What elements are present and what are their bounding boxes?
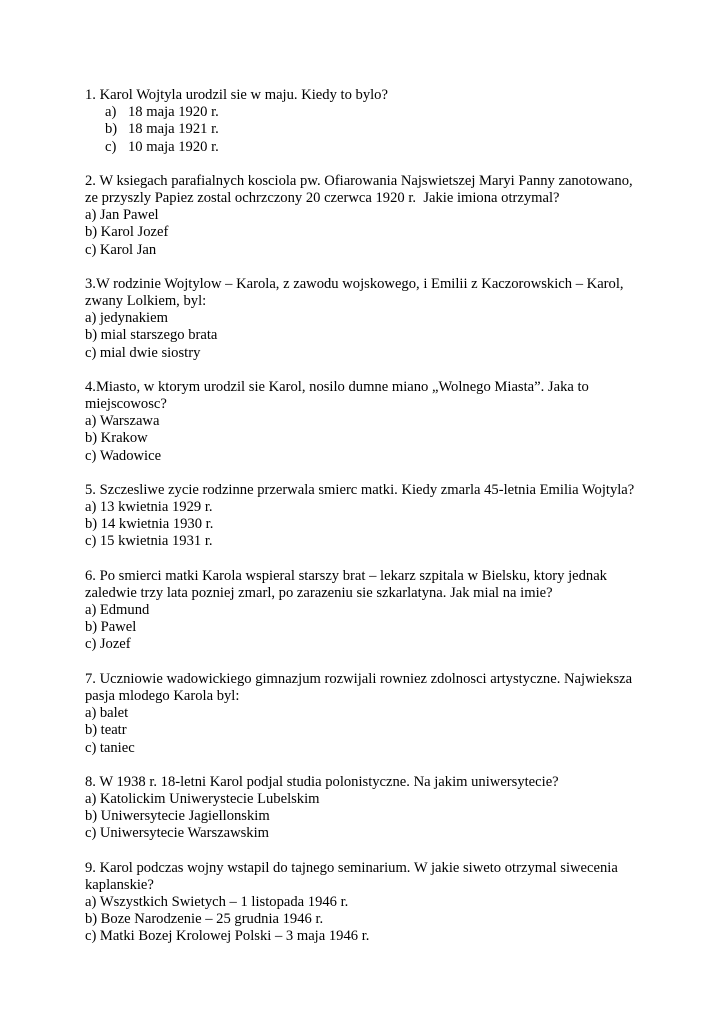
question-text: 4.Miasto, w ktorym urodzil sie Karol, nosilo dumne miano „Wolnego Miasta”. Jaka to miejscowosc? <box>85 378 593 413</box>
option-row <box>85 533 643 550</box>
option-text: 10 maja 1920 r. <box>128 138 219 155</box>
option-row <box>85 104 643 121</box>
option-letter: b) <box>105 121 118 138</box>
option-text: taniec <box>99 739 135 756</box>
option-letter: a) <box>85 705 97 722</box>
option-row <box>85 242 643 259</box>
question-block-8 <box>85 774 643 843</box>
option-letter: c) <box>105 138 117 155</box>
option-text: Katolickim Uniwerystecie Lubelskim <box>99 790 320 807</box>
option-list <box>85 207 643 259</box>
option-text: teatr <box>100 722 127 739</box>
question-text: 6. Po smierci matki Karola wspieral starszy brat – lekarz szpitala w Bielsku, ktory jednak zaledwie trzy lata pozniej zmarl, po zarazeniu sie szkarlatyna. Jak mial na imie? <box>85 567 611 601</box>
option-text: Uniwersytecie Jagiellonskim <box>100 808 270 825</box>
question-block-3 <box>85 276 643 362</box>
option-text: Pawel <box>100 619 137 636</box>
option-list <box>85 705 643 757</box>
option-list <box>85 499 643 551</box>
option-row <box>85 722 643 739</box>
option-letter: b) <box>85 327 98 344</box>
option-list <box>85 310 643 362</box>
question-text: 7. Uczniowie wadowickiego gimnazjum rozwijali rowniez zdolnosci artystyczne. Najwieksza pasja mlodego Karola byl: <box>85 670 636 704</box>
option-list <box>85 791 643 843</box>
option-letter: b) <box>85 808 98 825</box>
option-row <box>85 636 643 653</box>
option-letter: c) <box>85 533 97 550</box>
option-text: Warszawa <box>99 413 160 430</box>
option-letter: b) <box>85 224 98 241</box>
option-letter: a) <box>85 602 97 619</box>
option-text: balet <box>99 705 129 722</box>
question-text: 8. W 1938 r. 18-letni Karol podjal studia polonistyczne. Na jakim uniwersytecie? <box>85 773 559 790</box>
option-letter: c) <box>85 447 97 464</box>
option-letter: b) <box>85 911 98 928</box>
option-text: Krakow <box>100 430 148 447</box>
option-text: Boze Narodzenie – 25 grudnia 1946 r. <box>100 911 324 928</box>
option-row <box>85 310 643 327</box>
option-row <box>85 413 643 430</box>
question-block-2 <box>85 173 643 259</box>
option-text: Wadowice <box>99 447 162 464</box>
question-block-9 <box>85 860 643 946</box>
option-letter: a) <box>85 790 97 807</box>
option-row <box>85 121 643 138</box>
option-text: Uniwersytecie Warszawskim <box>99 825 270 842</box>
question-block-7 <box>85 671 643 757</box>
option-letter: a) <box>85 499 97 516</box>
option-letter: b) <box>85 722 98 739</box>
option-row <box>85 327 643 344</box>
option-list <box>85 104 643 156</box>
question-text: 2. W ksiegach parafialnych kosciola pw. Ofiarowania Najswietszej Maryi Panny zanotowano, ze przyszly Papiez zostal ochrzczony 20 czerwca 1920 r. Jakie imiona otrzymal? <box>85 172 637 207</box>
option-letter: a) <box>85 310 97 327</box>
option-letter: c) <box>85 825 97 842</box>
option-row <box>85 207 643 224</box>
option-row <box>85 705 643 722</box>
option-letter: a) <box>85 893 97 910</box>
question-block-1 <box>85 87 643 156</box>
question-block-4 <box>85 379 643 465</box>
option-letter: b) <box>85 619 98 636</box>
option-text: 18 maja 1920 r. <box>128 104 219 121</box>
option-letter: c) <box>85 241 97 258</box>
option-text: 13 kwietnia 1929 r. <box>99 499 213 516</box>
option-letter: c) <box>85 739 97 756</box>
option-letter: c) <box>85 344 97 361</box>
option-list <box>85 894 643 946</box>
question-text: 5. Szczesliwe zycie rodzinne przerwala smierc matki. Kiedy zmarla 45-letnia Emilia Wojtyla? <box>85 481 635 498</box>
option-row <box>85 791 643 808</box>
option-text: 15 kwietnia 1931 r. <box>99 533 213 550</box>
option-letter: a) <box>105 104 117 121</box>
option-text: Karol Jan <box>99 241 157 258</box>
option-text: mial starszego brata <box>100 327 218 344</box>
option-list <box>85 602 643 654</box>
option-text: Karol Jozef <box>100 224 169 241</box>
option-text: Matki Bozej Krolowej Polski – 3 maja 1946 r. <box>99 928 370 945</box>
option-row <box>85 894 643 911</box>
option-row <box>85 825 643 842</box>
option-row <box>85 808 643 825</box>
option-row <box>85 499 643 516</box>
option-text: 18 maja 1921 r. <box>128 121 219 138</box>
option-row <box>85 911 643 928</box>
option-row <box>85 430 643 447</box>
option-row <box>85 619 643 636</box>
option-text: Jozef <box>99 636 131 653</box>
option-letter: b) <box>85 516 98 533</box>
option-row <box>85 602 643 619</box>
option-row <box>85 740 643 757</box>
option-text: 14 kwietnia 1930 r. <box>100 516 214 533</box>
option-row <box>85 516 643 533</box>
option-letter: b) <box>85 430 98 447</box>
option-text: mial dwie siostry <box>99 344 201 361</box>
option-letter: a) <box>85 207 97 224</box>
option-text: jedynakiem <box>99 310 168 327</box>
question-block-5 <box>85 482 643 551</box>
question-block-6 <box>85 568 643 654</box>
option-letter: a) <box>85 413 97 430</box>
option-letter: c) <box>85 928 97 945</box>
question-text: 9. Karol podczas wojny wstapil do tajnego seminarium. W jakie siweto otrzymal siwecenia kaplanskie? <box>85 859 622 893</box>
option-row <box>85 928 643 945</box>
option-row <box>85 345 643 362</box>
question-text: 1. Karol Wojtyla urodzil sie w maju. Kiedy to bylo? <box>85 87 388 103</box>
option-text: Wszystkich Swietych – 1 listopada 1946 r. <box>99 893 349 910</box>
option-text: Jan Pawel <box>99 207 159 224</box>
option-list <box>85 413 643 465</box>
option-row <box>85 139 643 156</box>
question-text: 3.W rodzinie Wojtylow – Karola, z zawodu wojskowego, i Emilii z Kaczorowskich – Karol, zwany Lolkiem, byl: <box>85 275 628 310</box>
option-text: Edmund <box>99 602 150 619</box>
option-row <box>85 224 643 241</box>
option-letter: c) <box>85 636 97 653</box>
option-row <box>85 448 643 465</box>
